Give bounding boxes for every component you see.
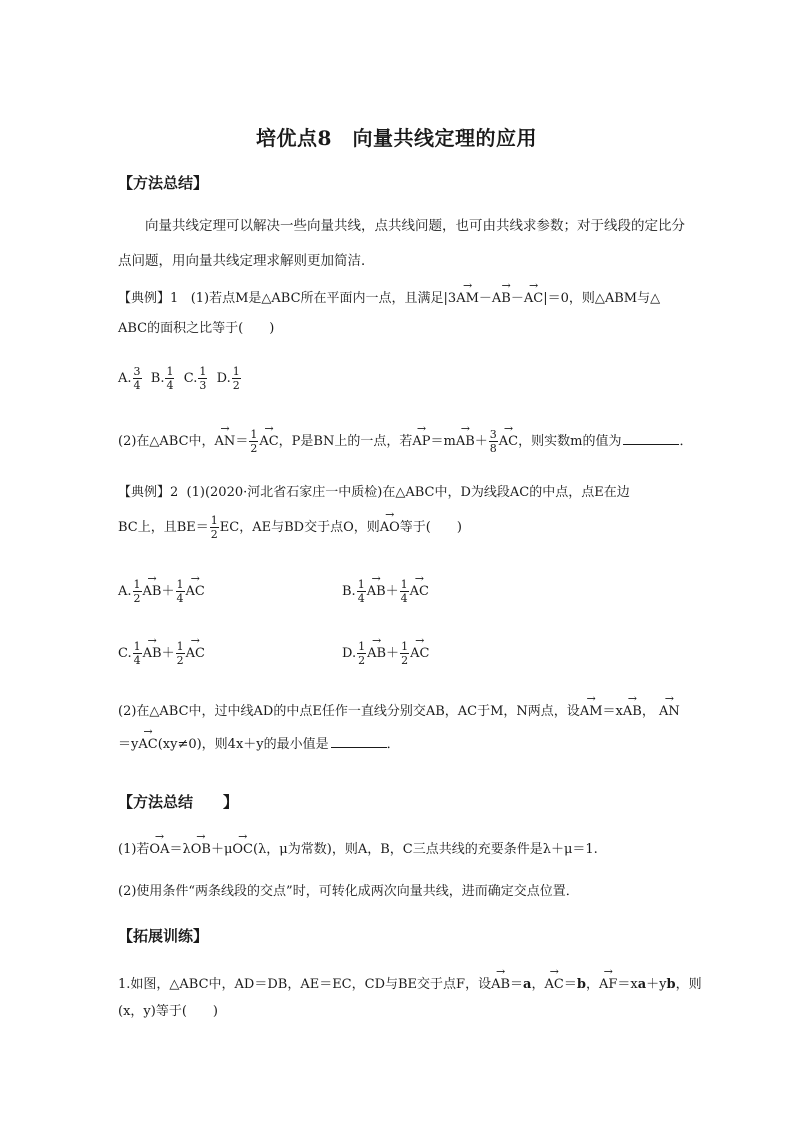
example1-label: 【典例】1: [118, 291, 179, 306]
vector-ob: → OB: [191, 841, 211, 859]
example2-option-d: D. $\frac{1}{2}$ → AB＋ $\frac{1}{2}$ → AC: [342, 640, 429, 667]
extension-question1-line1: 1.如图，△ABC中，AD＝DB，AE＝EC，CD与BE交于点F，设→ AB＝a，→ AC＝b，→ AF＝xa＋yb，则: [118, 976, 702, 994]
example2-option-b: B. $\frac{1}{4}$ → AB＋ $\frac{1}{4}$ → AC: [342, 578, 429, 605]
option-b: B. $\frac{1}{4}$: [150, 365, 174, 392]
vector-ac: → AC: [259, 433, 278, 451]
option-a: A. $\frac{3}{4}$: [118, 365, 141, 392]
extension-training-heading: 【拓展训练】: [118, 927, 209, 945]
vector-an: → AN: [215, 433, 236, 451]
vector-ab: → AB: [623, 703, 642, 721]
summary-intro-paragraph: 向量共线定理可以解决一些向量共线，点共线问题，也可由共线求参数；对于线段的定比分点问题，用向量共线定理求解则更加简洁．: [118, 218, 685, 269]
example1-question1-line1: 【典例】1 (1)若点M是△ABC所在平面内一点，且满足|3→ AM－A→ B－→ AC|＝0，则△ABM与△: [118, 290, 660, 308]
vector-ap: → AP: [412, 433, 430, 451]
vector-ab: → AB: [456, 433, 475, 451]
example2-question1-line1: 【典例】2 (1)(2020·河北省石家庄一中质检)在△ABC中，D为线段AC的中点，点E在边: [118, 485, 630, 500]
vector-ab: → AB: [491, 976, 510, 994]
vector-oc: → OC: [232, 841, 253, 859]
vector-af: → AF: [599, 976, 617, 994]
vector-ac: → AC: [524, 290, 543, 308]
vector-oa: → OA: [149, 841, 169, 859]
option-d: D. $\frac{1}{2}$: [216, 365, 240, 392]
vector-ac: → AC: [545, 976, 564, 994]
answer-blank: [623, 432, 679, 445]
vector-am: → AM: [580, 703, 603, 721]
vector-ao: → AO: [380, 519, 400, 537]
vector-ac: → AC: [499, 433, 518, 451]
vector-b: → B: [501, 290, 511, 308]
example1-question2: (2)在△ABC中，→ AN＝ $\frac{1}{2}$ → AC，P是BN上的一点，若→ AP＝m→ AB＋ $\frac{3}{8}$ → AC，则实数m的值为 ．: [118, 428, 692, 455]
option-c: C. $\frac{1}{3}$: [183, 365, 207, 392]
example2-label: 【典例】2: [118, 485, 179, 500]
method-summary-heading: 【方法总结】: [118, 174, 209, 192]
example1-options: [118, 365, 242, 392]
example2-option-c: C. $\frac{1}{4}$ → AB＋ $\frac{1}{2}$ → AC: [118, 640, 205, 667]
example2-question2-line1: (2)在△ABC中，过中线AD的中点E任作一直线分别交AB，AC于M，N两点，设→ AM＝x→ AB， → AN: [118, 703, 680, 721]
summary2-line2: (2)使用条件“两条线段的交点”时，可转化成两次向量共线，进而确定交点位置．: [118, 884, 579, 899]
extension-question1-line2: (x，y)等于( ): [118, 1004, 218, 1019]
method-summary-heading-2: 【方法总结 】: [118, 793, 239, 811]
example2-question1-line2: BC上，且BE＝ $\frac{1}{2}$ EC，AE与BD交于点O，则→ AO等于( ): [118, 514, 462, 541]
example2-option-a: A. $\frac{1}{2}$ → AB＋ $\frac{1}{4}$ → AC: [118, 578, 205, 605]
summary2-line1: (1)若→ OA＝λ→ OB＋μ→ OC(λ，μ为常数)，则A，B，C三点共线的充要条件是λ＋μ＝1.: [118, 841, 598, 859]
vector-am: → AM: [456, 290, 479, 308]
vector-an: → AN: [659, 703, 680, 721]
page-title: 培优点8 向量共线定理的应用: [256, 126, 537, 150]
vector-ac: → AC: [138, 736, 157, 754]
example2-question2-line2: ＝y→ AC(xy≠0)，则4x＋y的最小值是 ．: [118, 735, 400, 754]
answer-blank: [331, 735, 387, 748]
example1-question1-line2: ABC的面积之比等于( ): [118, 321, 275, 336]
